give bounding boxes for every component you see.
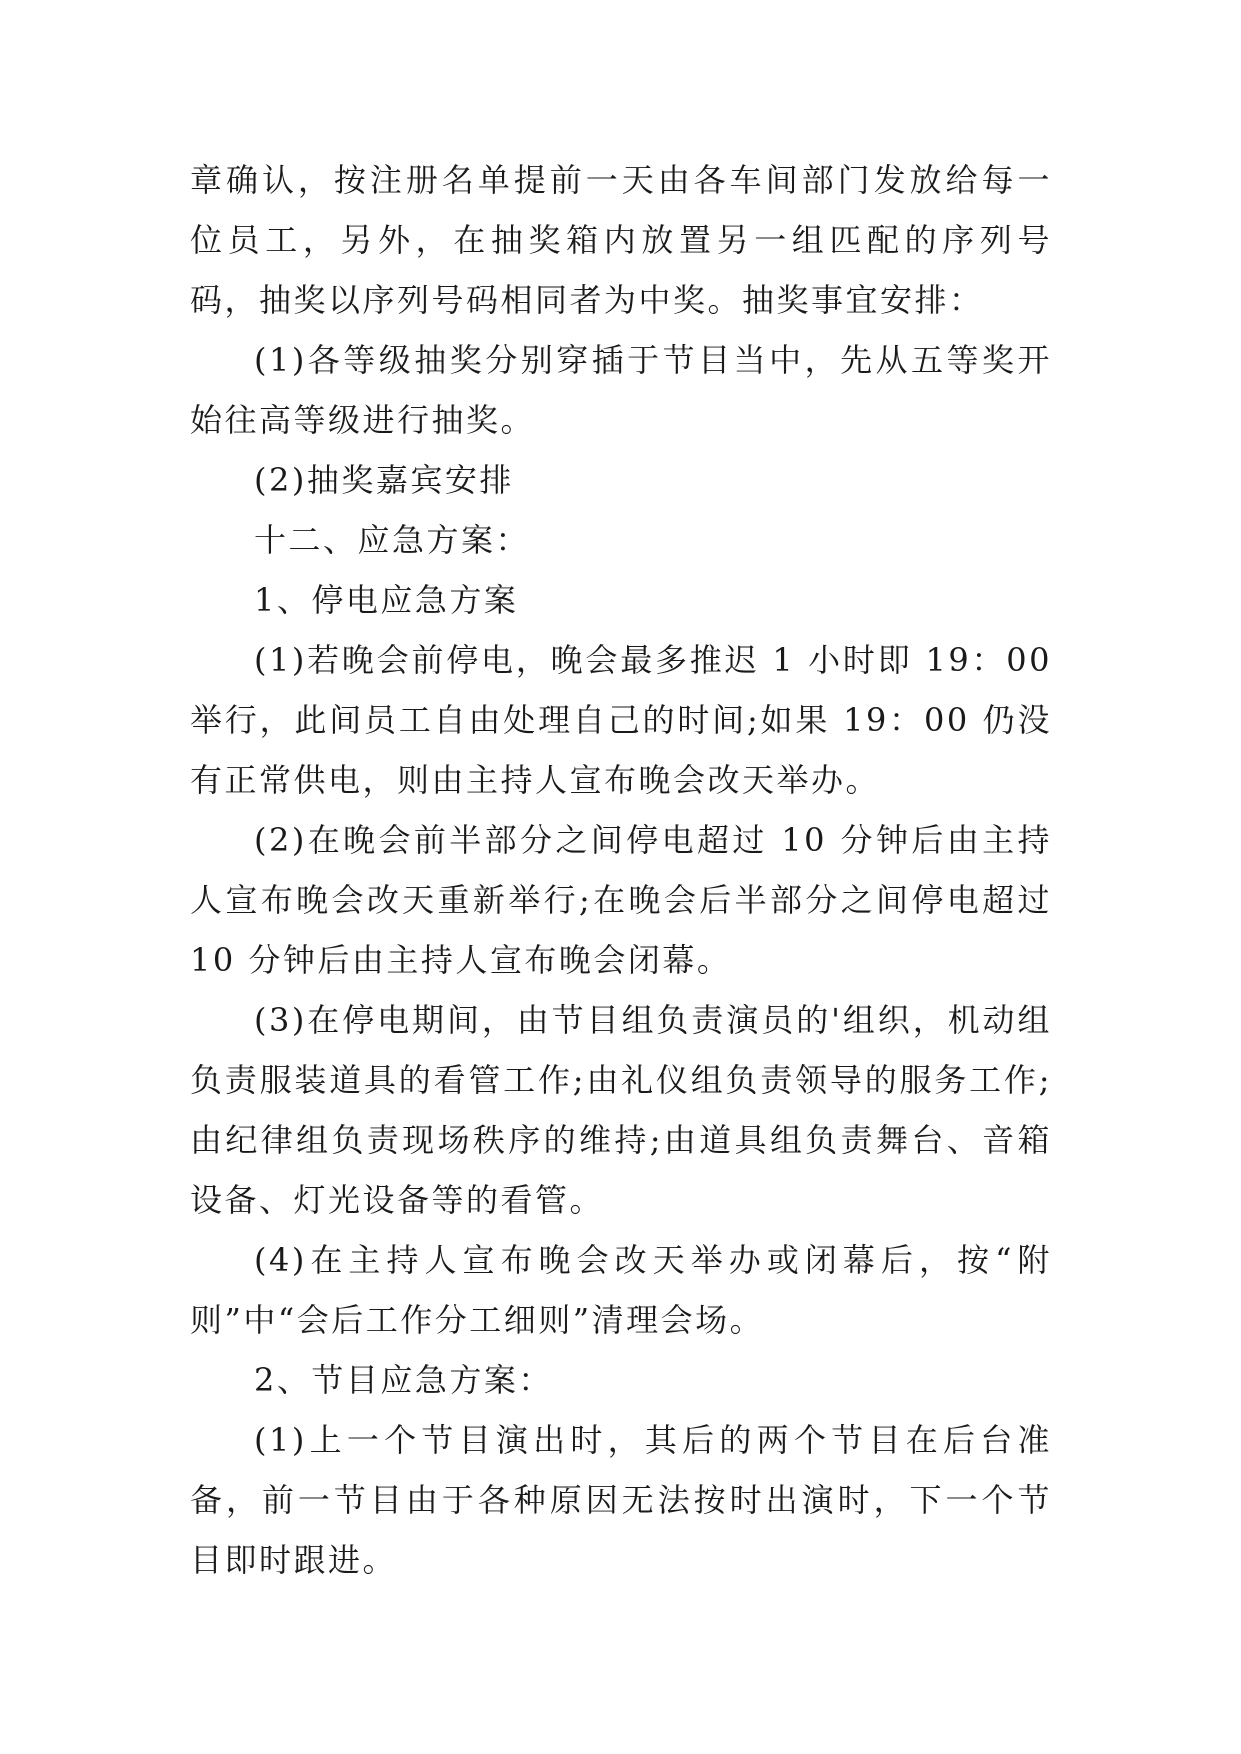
document-page xyxy=(190,150,1052,1590)
paragraph-lottery-continuation: 章确认，按注册名单提前一天由各车间部门发放给每一位员工，另外，在抽奖箱内放置另一组匹配的序列号码，抽奖以序列号码相同者为中奖。抽奖事宜安排： xyxy=(190,161,1052,319)
paragraph-outage-during-show: (2)在晚会前半部分之间停电超过 10 分钟后由主持人宣布晚会改天重新举行;在晚会后半部分之间停电超过 10 分钟后由主持人宣布晚会闭幕。 xyxy=(190,821,1052,979)
paragraph-outage-responsibilities: (3)在停电期间，由节目组负责演员的'组织，机动组负责服装道具的看管工作;由礼仪组负责领导的服务工作;由纪律组负责现场秩序的维持;由道具组负责舞台、音箱设备、灯光设备等的看管。 xyxy=(190,1001,1052,1219)
paragraph-lottery-order: (1)各等级抽奖分别穿插于节目当中，先从五等奖开始往高等级进行抽奖。 xyxy=(190,341,1052,439)
paragraph-program-backup: (1)上一个节目演出时，其后的两个节目在后台准备，前一节目由于各种原因无法按时出演时，下一个节目即时跟进。 xyxy=(190,1421,1052,1579)
section-heading-emergency-plan: 十二、应急方案： xyxy=(254,521,531,559)
subheading-program-plan: 2、节目应急方案： xyxy=(254,1361,553,1399)
paragraph-venue-cleanup: (4)在主持人宣布晚会改天举办或闭幕后，按“附则”中“会后工作分工细则”清理会场。 xyxy=(190,1241,1052,1339)
paragraph-lottery-guests: (2)抽奖嘉宾安排 xyxy=(254,461,514,499)
subheading-power-outage-plan: 1、停电应急方案 xyxy=(254,581,519,619)
paragraph-outage-before-show: (1)若晚会前停电，晚会最多推迟 1 小时即 19：00 举行，此间员工自由处理自己的时间;如果 19：00 仍没有正常供电，则由主持人宣布晚会改天举办。 xyxy=(190,641,1052,799)
